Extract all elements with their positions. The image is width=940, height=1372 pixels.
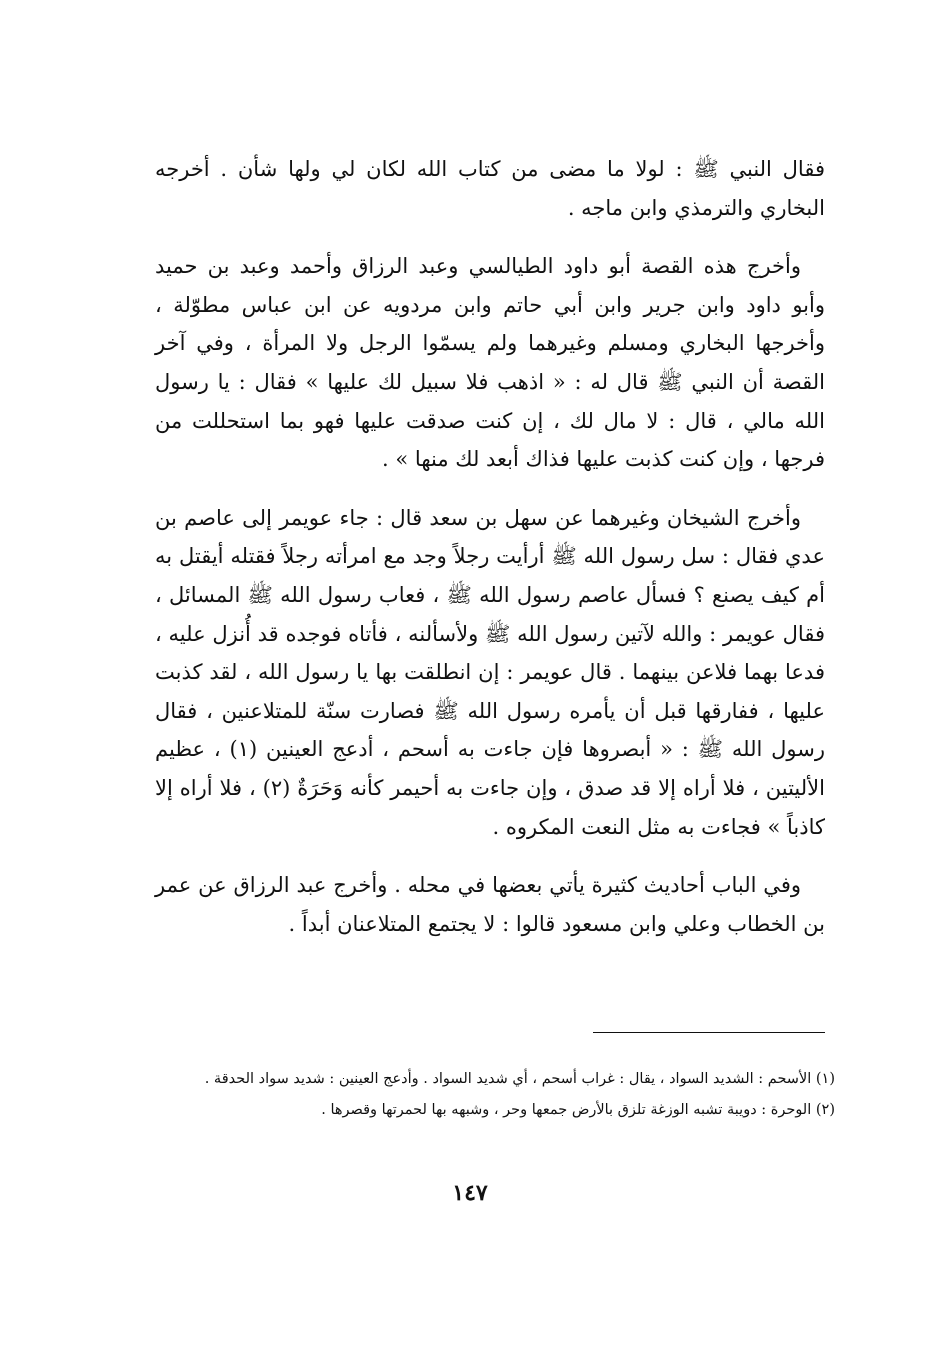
footnote-separator: [593, 1032, 825, 1033]
footnote-1: (١) الأسحم : الشديد السواد ، يقال : غراب أسحم ، أي شديد السواد . وأدعج العينين : شديد سواد الحدقة .: [204, 1071, 835, 1087]
main-text: [155, 150, 825, 943]
footnote-2: (٢) الوحرة : دويبة تشبه الوزغة تلزق بالأرض جمعها وحر ، وشبهه بها لحمرتها وقصرها .: [321, 1102, 835, 1118]
paragraph-1: فقال النبي ﷺ : لولا ما مضى من كتاب الله لكان لي ولها شأن . أخرجه البخاري والترمذي وابن ماجه .: [155, 157, 825, 220]
footnotes: [155, 1066, 835, 1124]
paragraph-2: وأخرج هذه القصة أبو داود الطيالسي وعبد الرزاق وأحمد وعبد بن حميد وأبو داود وابن جرير وابن أبي حاتم وابن مردويه عن ابن عباس مطوّلة ، وأخرجها البخاري ومسلم وغيرهما ولم يسمّوا الرجل ولا المرأة ، وفي آخر القصة أن النبي ﷺ قال له : « اذهب فلا سبيل لك عليها » فقال : يا رسول الله مالي ، قال : لا مال لك ، إن كنت صدقت عليها فهو بما استحللت من فرجها ، وإن كنت كذبت عليها فذاك أبعد لك منها » .: [155, 254, 825, 472]
paragraph-3: وأخرج الشيخان وغيرهما عن سهل بن سعد قال : جاء عويمر إلى عاصم بن عدي فقال : سل رسول الله ﷺ أرأيت رجلاً وجد مع امرأته رجلاً فقتله أيقتل به أم كيف يصنع ؟ فسأل عاصم رسول الله ﷺ ، فعاب رسول الله ﷺ المسائل ، فقال عويمر : والله لآتين رسول الله ﷺ ولأسألنه ، فأتاه فوجده قد أُنزل عليه ، فدعا بهما فلاعن بينهما . قال عويمر : إن انطلقت بها يا رسول الله ، لقد كذبت عليها ، ففارقها قبل أن يأمره رسول الله ﷺ فصارت سنّة للمتلاعنين ، فقال رسول الله ﷺ : « أبصروها فإن جاءت به أسحم ، أدعج العينين (١) ، عظيم الأليتين ، فلا أراه إلا قد صدق ، وإن جاءت به أحيمر كأنه وَحَرَةٌ (٢) ، فلا أراه إلا كاذباً » فجاءت به مثل النعت المكروه .: [155, 505, 825, 839]
paragraph-4: وفي الباب أحاديث كثيرة يأتي بعضها في محله . وأخرج عبد الرزاق عن عمر بن الخطاب وعلي وابن مسعود قالوا : لا يجتمع المتلاعنان أبداً .: [155, 873, 825, 936]
page-number: ١٤٧: [452, 1180, 488, 1206]
